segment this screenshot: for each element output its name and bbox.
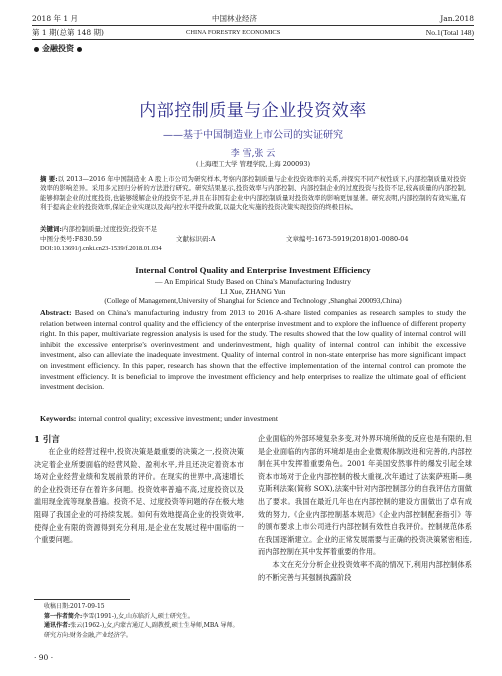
authors-en: LI Xue, ZHANG Yun xyxy=(220,287,286,296)
paragraph: 本文在充分分析企业投资效率不高的情况下,利用内部控制体系的不断完善与其强制执露阶段 xyxy=(258,559,472,582)
author-info-label: 第一作者简介: xyxy=(44,612,83,620)
page-number: · 90 · xyxy=(34,653,54,662)
right-column-body xyxy=(258,433,472,669)
title-cn: 内部控制质量与企业投资效率 xyxy=(139,101,367,121)
header-date-en: Jan.2018 xyxy=(440,14,474,23)
classification-number: 中图分类号:F830.59 xyxy=(40,235,102,243)
abstract-cn xyxy=(40,175,466,222)
keywords-en xyxy=(40,414,278,423)
document-code: 文献标识码:A xyxy=(176,235,216,243)
header-issue: 第 1 期(总第 148 期) xyxy=(32,28,104,37)
corresponding-text: 张云(1962-),女,内蒙古通辽人,副教授,硕士生导师,MBA 导师。研究方向:财务金融,产业经济学。 xyxy=(44,622,239,639)
abstract-en xyxy=(40,308,466,414)
abstract-en-text: Based on China's manufacturing industry from 2013 to 2016 A-share listed companies as research samples to study the relation between internal control quality and the efficiency of the enterprise investment and to explore the influence of different property right. In this paper, multivariate regression analysis is used for the study. The results showed that the low quality of internal control will inhibit the excessive enterprise's overinvestment and underinvestment, high quality of internal control can inhibit the excessive investment, also can alleviate the inadequate investment. Quality of internal control in non-state enterprise has more significant impact on investment efficiency. In this paper, research has shown that the effective implementation of the internal control can promote the investment efficiency. It is beneficial to improve the investment efficiency and help enterprises to realize the ultimate goal of efficient investment decision. xyxy=(40,308,466,392)
keywords-en-text: internal control quality; excessive investment; under investment xyxy=(78,414,278,423)
doi: DOI:10.13691/j.cnki.cn23-1539/f.2018.01.034 xyxy=(40,245,162,252)
journal-name-en: CHINA FORESTRY ECONOMICS xyxy=(186,29,281,36)
header-issue-en: No.1(Total 148) xyxy=(425,28,474,37)
corresponding-author xyxy=(44,621,244,640)
section-heading: 1 引言 xyxy=(34,435,60,445)
affiliation-en: (College of Management,University of Shanghai for Science and Technology ,Shanghai 200093,China) xyxy=(104,297,402,305)
received-date: 收稿日期:2017-09-15 xyxy=(44,603,105,610)
header-date: 2018 年 1 月 xyxy=(32,14,79,23)
article-number: 文章编号:1673-5919(2018)01-0080-04 xyxy=(286,235,409,243)
authors-cn: 李 雪,张 云 xyxy=(230,149,276,159)
journal-name-cn: 中国林业经济 xyxy=(212,14,257,23)
abstract-cn-label: 摘 要: xyxy=(40,175,58,183)
corresponding-label: 通讯作者: xyxy=(44,622,71,629)
keywords-cn-text: 内部控制质量;过度投资;投资不足 xyxy=(61,225,158,233)
author-info xyxy=(44,612,244,622)
affiliation-cn: (上海理工大学 管理学院,上海 200093) xyxy=(195,160,311,168)
paragraph: 在企业的经营过程中,投资决策是最重要的决策之一,投资决策决定着企业所要面临的经营风险、盈利水平,并且还决定着资本市场对企业经营业绩和发展前景的评价。在现实的世界中,高速增长的企业投资还存在着许多问题。投资效率普遍不高,过度投资以及滥用现金流等现象普遍。投资不足、过度投资等问题的存在极大地阻碍了我国企业的可持续发展。如何有效地提高企业的投资效率,使得企业有限的资源得到充分利用,是企业在发展过程中面临的一个重要问题。 xyxy=(34,447,244,545)
footnote-rule xyxy=(34,599,130,600)
left-column-body xyxy=(34,446,244,578)
abstract-cn-text: 以 2013—2016 年中国制造业 A 股上市公司为研究样本,考察内部控制质量与企业投资效率的关系,并探究不同产权性质下,内部控制质量对投资效率的影响差异。采用多元回归分析的方法进行研究。研究结果显示,投资效率与内部控制、内部控制企业的过度投资与投资不足,较高质量的内部控制,能够抑制企业的过度投资,也能够缓解企业的投资不足,并且在非国有企业中内部控制质量对投资效率的影响更加显著。研究表明,内部控制的有效实施,有利于提高企业的投资效率,保证企业实现以及高内控水平提升政策,以最大化实施的投资决策实现投资的终极目标。 xyxy=(40,175,466,212)
header-rule-bottom xyxy=(32,39,474,40)
subtitle-cn: ——基于中国制造业上市公司的实证研究 xyxy=(163,130,343,141)
section-tag-label: 金融投资 xyxy=(42,43,74,53)
keywords-cn-label: 关键词: xyxy=(40,225,62,233)
paragraph: 企业面临的外部环境复杂多变,对外界环境所做的反应也是有限的,但是企业面临的内部的环境却是由企业微观体制改进和完善的,内部控制在其中发挥着重要角色。2001 年美国安然事件的爆发引起全球资本市场对于企业内部控制的极大重视,次年通过了法案萨班斯—奥克斯利法案(简称 SOX),法案中针对内部控制部分的自我评估方面做出了要求。我国在最近几年也在内部控制的建设方面做出了卓有成效的努力,《企业内部控制基本规范》《企业内部控制配套指引》等的颁布要求上市公司进行内部控制有效性自我评价。控制规范体系在我国逐渐建立。企业的正常发展需要与正确的投资决策紧密相连,而内部控制在其中发挥着重要的作用。 xyxy=(258,434,472,557)
keywords-en-label: Keywords: xyxy=(40,414,77,423)
abstract-en-label: Abstract: xyxy=(40,308,72,317)
keywords-cn xyxy=(40,225,157,233)
bullet-icon xyxy=(77,47,82,52)
header-rule-top xyxy=(32,25,474,26)
section-tag xyxy=(34,43,85,54)
title-en: Internal Control Quality and Enterprise Investment Efficiency xyxy=(135,265,371,275)
subtitle-en: — An Empirical Study Based on China's Manufacturing Industry xyxy=(155,277,351,286)
author-info-text: 李雪(1991-),女,山东临沂人,硕士研究生。 xyxy=(82,612,194,620)
footnote-block xyxy=(44,602,244,640)
bullet-icon xyxy=(34,47,39,52)
